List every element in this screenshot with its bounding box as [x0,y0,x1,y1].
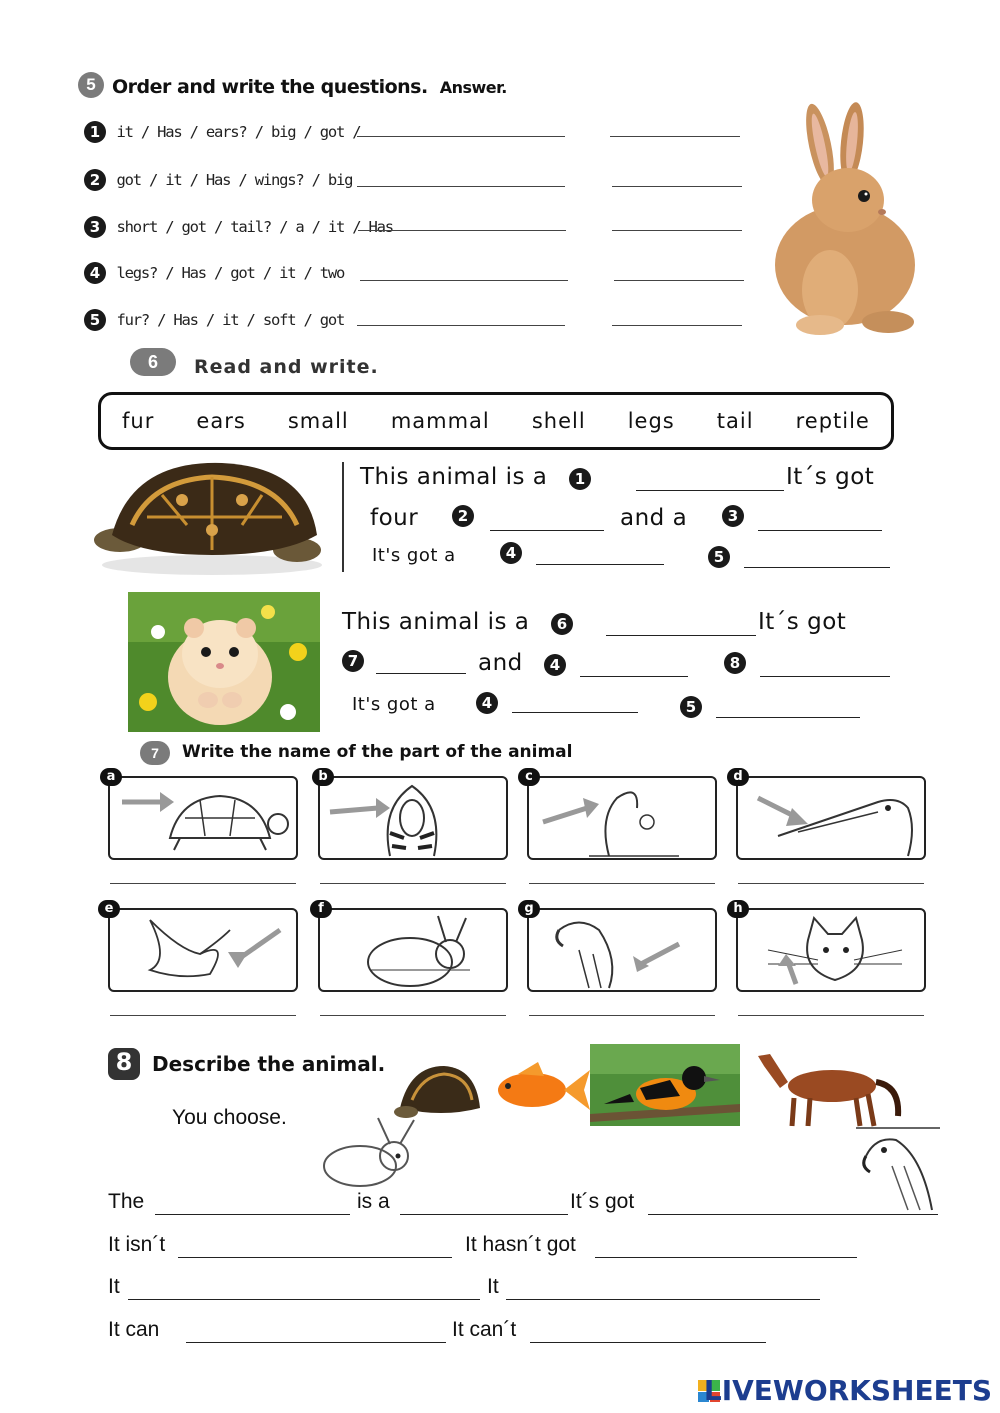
blank-4b[interactable] [580,676,688,677]
turtle-drawing [110,778,296,858]
animal-frame-b [318,776,508,860]
answer-blank[interactable] [612,186,742,187]
goldfish-photo [478,1060,594,1118]
sentence-text: It's got a [372,545,456,566]
answer-blank-g[interactable] [529,1015,715,1016]
answer-blank-b[interactable] [320,883,506,884]
blank-number: 1 [569,468,591,490]
bird-beak-drawing [738,778,924,858]
sentence-text: It can´t [452,1318,517,1341]
blank-2[interactable] [490,530,604,531]
sentence-text: It's got a [352,694,436,715]
section-5-title [112,76,507,98]
sentence-text: It isn´t [108,1233,166,1256]
sentence-text: It´s got [758,609,847,635]
parrot-outline-drawing [852,1126,942,1212]
word-bank-item: fur [122,409,155,433]
answer-blank[interactable] [612,230,742,231]
describe-blank-animal[interactable] [155,1214,350,1215]
sentence-text: The [108,1190,145,1213]
describe-blank-it-1[interactable] [128,1299,480,1300]
item-text: fur? / Has / it / soft / got [116,311,345,329]
word-bank-item: tail [716,409,754,433]
section-6-title: Read and write. [194,356,379,378]
word-bank-item: shell [531,409,586,433]
animal-frame-d [736,776,926,860]
liveworksheets-brand: LIVEWORKSHEETS [703,1374,992,1407]
answer-blank[interactable] [610,136,740,137]
blank-number: 4 [476,692,498,714]
item-number: 1 [84,121,106,143]
turtle-line-1 [360,464,591,490]
hamster-photo [128,592,320,732]
section-7-badge: 7 [140,741,170,765]
list-item [84,262,344,284]
blank-number: 5 [708,546,730,568]
animal-frame-f [318,908,508,992]
sentence-text: It´s got [570,1190,635,1213]
turtle-photo [92,455,332,580]
sentence-text: It can [108,1318,160,1341]
list-item [84,216,393,238]
word-bank-item: mammal [390,409,490,433]
question-blank[interactable] [358,230,566,231]
word-bank [98,392,894,450]
frame-letter: a [100,768,122,786]
sentence-text: It hasn´t got [465,1233,576,1256]
item-number: 4 [84,262,106,284]
blank-6[interactable] [606,635,756,636]
blank-5b[interactable] [716,717,860,718]
animal-frame-h [736,908,926,992]
blank-number: 4 [544,654,566,676]
blank-7[interactable] [376,673,466,674]
question-blank[interactable] [357,136,565,137]
sentence-text: and [478,650,523,676]
rabbit-drawing [320,910,506,990]
frame-letter: e [98,900,120,918]
word-bank-item: legs [627,409,675,433]
horse-photo [750,1042,910,1128]
blank-number: 2 [452,505,474,527]
describe-blank-can[interactable] [186,1342,446,1343]
animal-frame-a [108,776,298,860]
small-turtle-photo [392,1060,484,1124]
list-item [84,121,360,143]
answer-blank-c[interactable] [529,883,715,884]
describe-blank-hasnt[interactable] [595,1257,857,1258]
answer-blank-e[interactable] [110,1015,296,1016]
answer-blank-h[interactable] [738,1015,924,1016]
item-text: legs? / Has / got / it / two [116,264,345,282]
divider-line [342,462,344,572]
list-item [84,169,352,191]
frame-letter: d [727,768,749,786]
item-number: 3 [84,216,106,238]
frame-letter: f [310,900,332,918]
dove-drawing [110,910,296,990]
list-item [84,309,344,331]
blank-number: 3 [722,505,744,527]
sentence-text: It [487,1275,499,1298]
blank-number: 5 [680,696,702,718]
sentence-text: This animal is a [360,464,548,490]
animal-frame-e [108,908,298,992]
sentence-text: It´s got [786,464,875,490]
word-bank-item: reptile [795,409,870,433]
frame-letter: h [727,900,749,918]
item-number: 2 [84,169,106,191]
sentence-text: and a [620,505,688,531]
word-bank-item: small [287,409,349,433]
you-choose: You choose. [172,1106,287,1129]
section-8-badge: 8 [108,1048,140,1080]
section-8-title: Describe the animal. [152,1052,386,1076]
blank-number: 7 [342,650,364,672]
answer-blank-d[interactable] [738,883,924,884]
sentence-text: four [370,505,419,531]
cat-drawing [738,910,924,990]
section-5-badge: 5 [78,72,104,98]
blank-number: 6 [551,613,573,635]
sentence-text: is a [357,1190,390,1213]
answer-blank[interactable] [614,280,744,281]
tiger-drawing [320,778,506,858]
sentence-text: This animal is a [342,609,530,635]
item-number: 5 [84,309,106,331]
parrot-drawing [529,910,715,990]
describe-blank-cant[interactable] [530,1342,766,1343]
hamster-line-1 [342,609,573,635]
question-blank[interactable] [357,325,565,326]
blank-4[interactable] [536,564,664,565]
blank-5[interactable] [744,567,890,568]
frame-letter: g [518,900,540,918]
blank-3[interactable] [758,530,882,531]
answer-blank[interactable] [612,325,742,326]
blank-8[interactable] [760,676,890,677]
rabbit-photo [760,100,920,340]
blank-number: 8 [724,652,746,674]
section-6-badge: 6 [130,348,176,376]
frame-letter: b [312,768,334,786]
word-bank-item: ears [196,409,246,433]
describe-blank-isnt[interactable] [178,1257,452,1258]
blank-4c[interactable] [512,712,638,713]
animal-tail-drawing [529,778,715,858]
question-blank[interactable] [360,280,568,281]
frame-letter: c [518,768,540,786]
sentence-text: It [108,1275,120,1298]
animal-frame-g [527,908,717,992]
blank-number: 4 [500,542,522,564]
answer-blank-f[interactable] [320,1015,506,1016]
answer-blank-a[interactable] [110,883,296,884]
section-5-title-text: Order and write the questions. [112,76,428,98]
item-text: it / Has / ears? / big / got / [116,123,361,141]
section-7-title: Write the name of the part of the animal [182,742,573,762]
describe-blank-class[interactable] [400,1214,568,1215]
describe-blank-it-2[interactable] [506,1299,820,1300]
blank-1[interactable] [636,490,784,491]
rabbit-outline-drawing [312,1116,422,1190]
describe-blank-has[interactable] [648,1214,938,1215]
question-blank[interactable] [357,186,565,187]
item-text: got / it / Has / wings? / big [116,171,353,189]
item-text: short / got / tail? / a / it / Has [116,218,393,236]
animal-frame-c [527,776,717,860]
section-5-subtitle: Answer. [439,78,507,97]
oriole-photo [590,1044,740,1126]
